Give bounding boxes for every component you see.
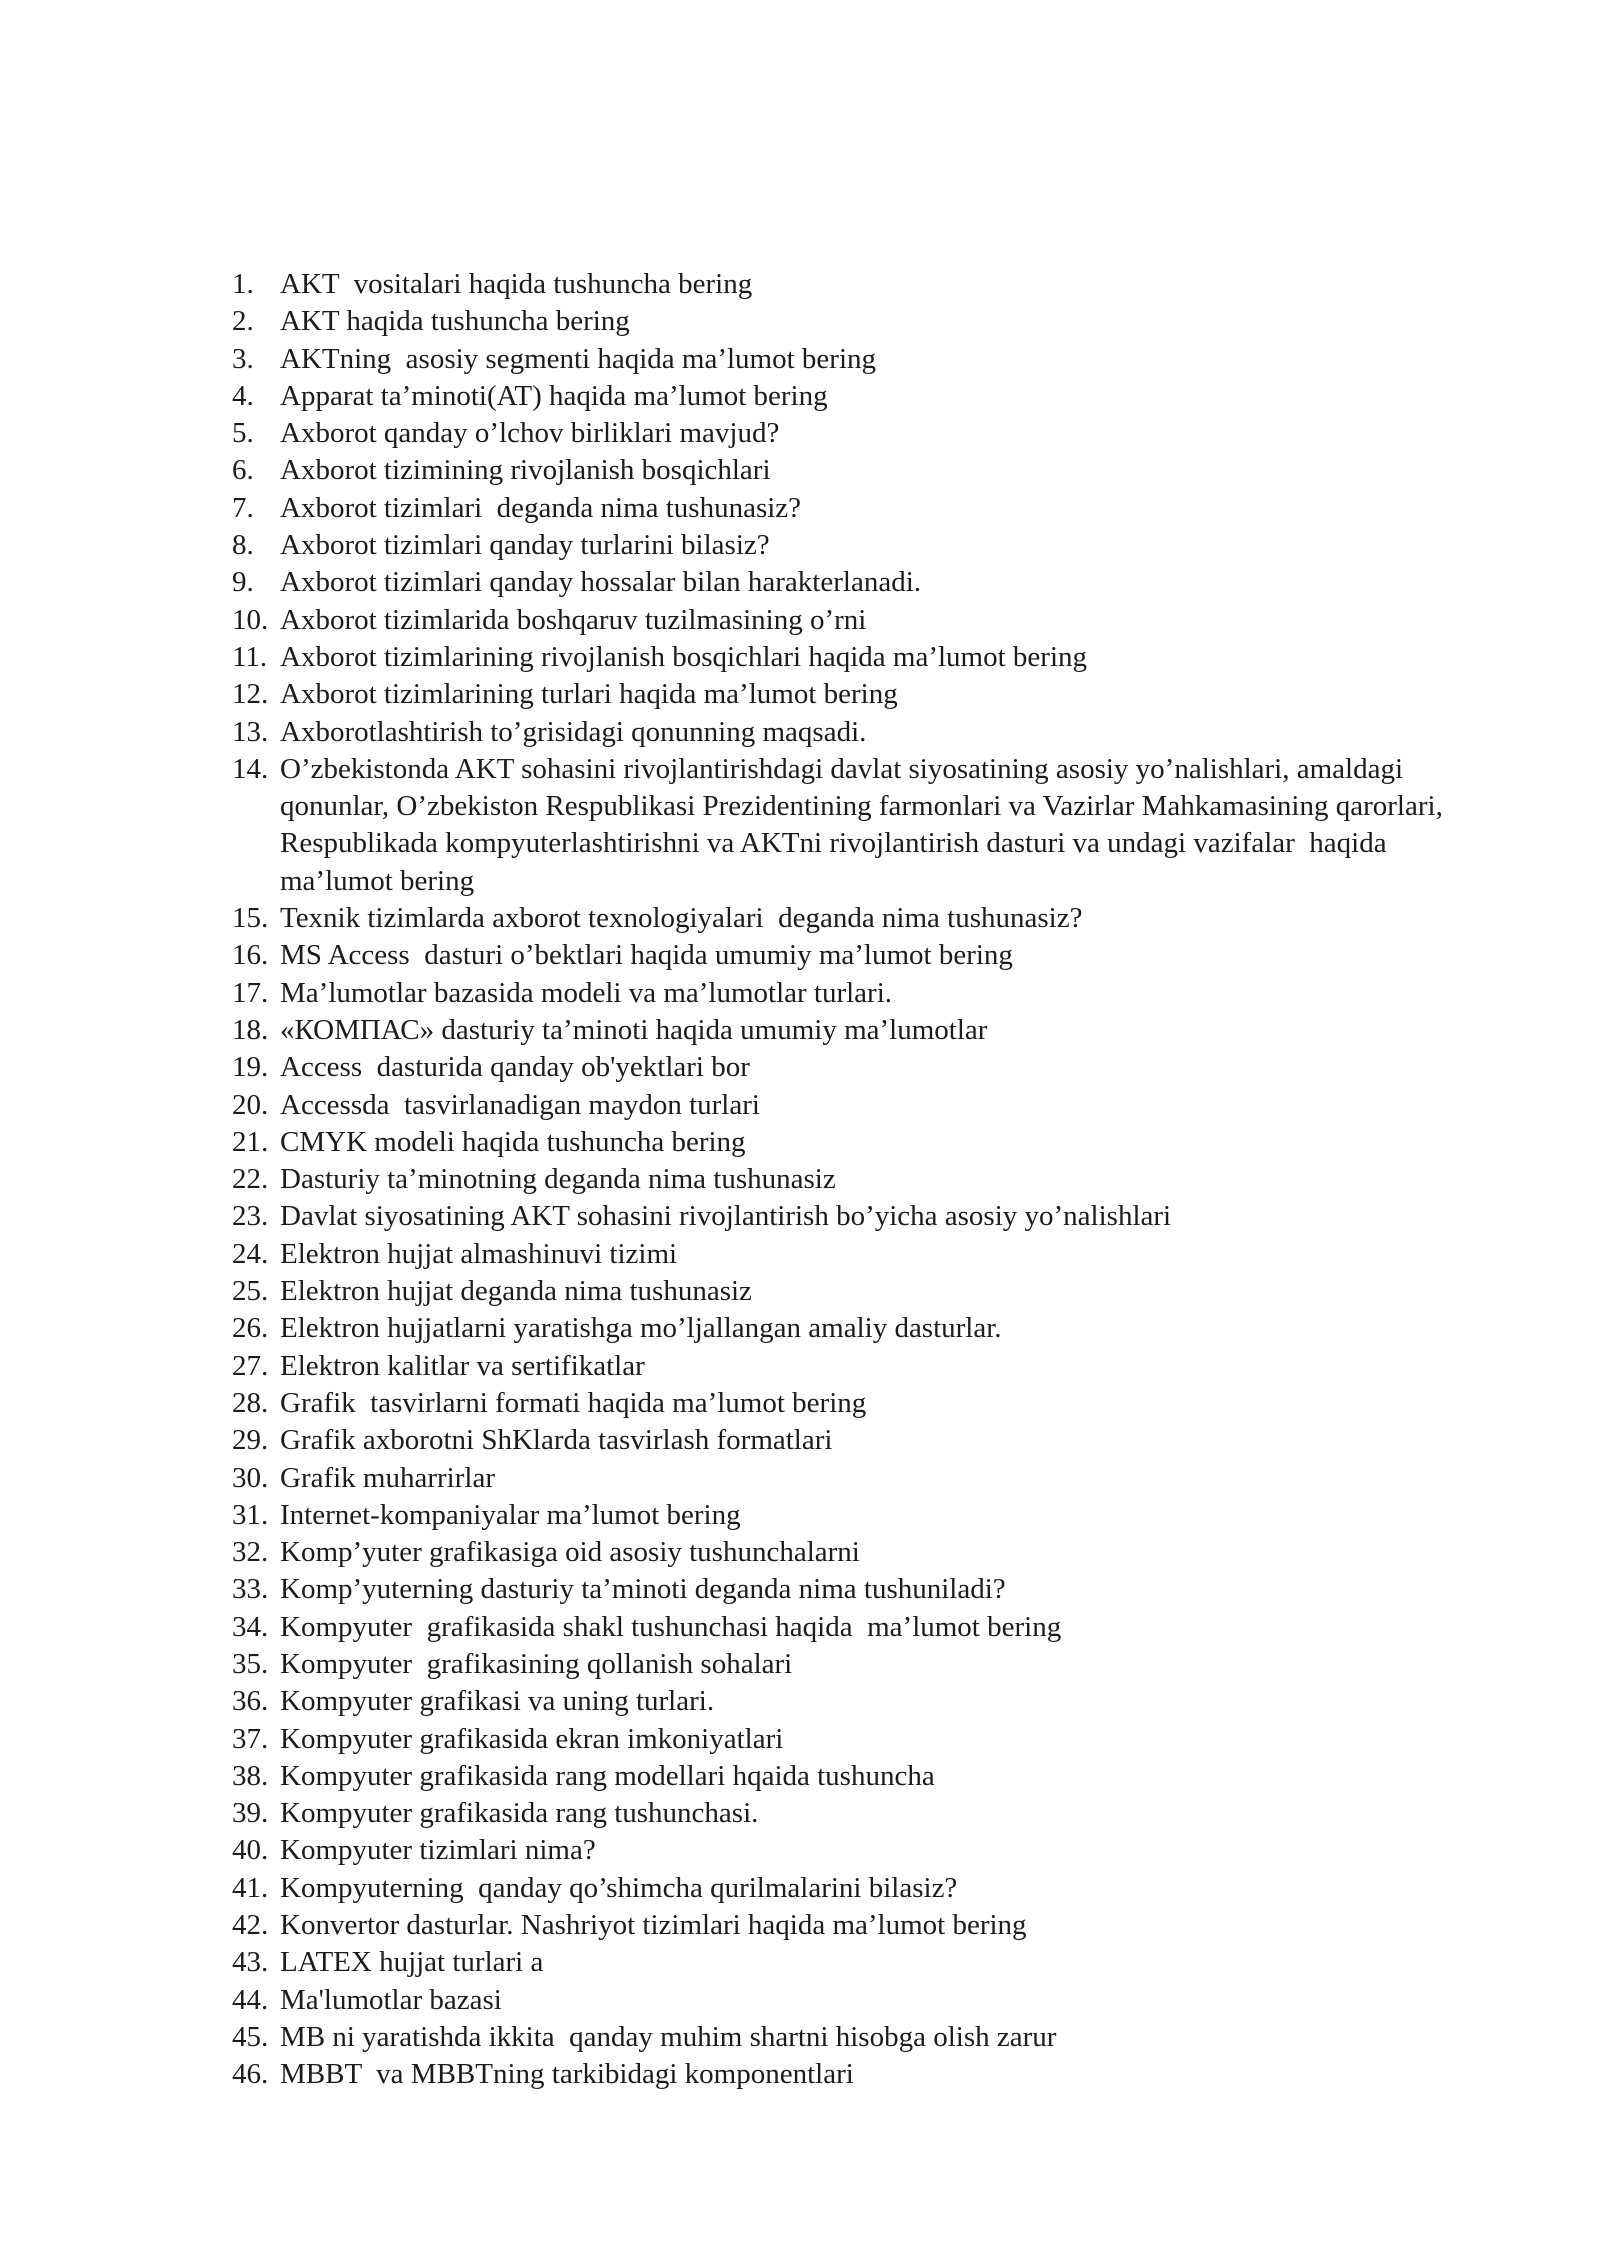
list-item-number: 27. [232,1349,269,1382]
list-item-number: 34. [232,1610,269,1643]
list-item [232,1982,1472,2019]
list-item [232,490,1472,527]
list-item-text: Internet-kompaniyalar ma’lumot bering [280,1498,741,1531]
list-item [232,341,1472,378]
list-item-text: Kompyuter grafikasida rang modellari hqaida tushuncha [280,1759,935,1792]
list-item-number: 22. [232,1163,269,1196]
list-item-text: Kompyuter grafikasida ekran imkoniyatlari [280,1722,784,1755]
list-item [232,1310,1472,1347]
list-item-number: 14. [232,752,269,785]
list-item-text: AKTning asosiy segmenti haqida ma’lumot bering [280,342,877,375]
list-item [232,1198,1472,1235]
list-item-number: 46. [232,2058,269,2091]
list-item [232,1497,1472,1534]
list-item-number: 16. [232,939,269,972]
list-item-number: 35. [232,1647,269,1680]
list-item-text: AKT haqida tushuncha bering [280,305,630,338]
list-item [232,1460,1472,1497]
list-item-number: 21. [232,1125,269,1158]
list-item-number: 31. [232,1498,269,1531]
list-item-text: Access dasturida qanday ob'yektlari bor [280,1051,750,1084]
list-item-text: Axborot tizimining rivojlanish bosqichlari [280,454,771,487]
list-item-text: Elektron hujjat almashinuvi tizimi [280,1237,678,1270]
list-item [232,1571,1472,1608]
list-item-number: 41. [232,1871,269,1904]
list-item [232,1758,1472,1795]
list-item [232,1273,1472,1310]
list-item-number: 23. [232,1200,269,1233]
list-item [232,1944,1472,1981]
list-item-text: CMYK modeli haqida tushuncha bering [280,1125,746,1158]
list-item-text: Davlat siyosatining AKT sohasini rivojlantirish bo’yicha asosiy yo’nalishlari [280,1200,1172,1233]
list-item-text: Axborot tizimlarining turlari haqida ma’lumot bering [280,678,898,711]
list-item-text: Kompyuter grafikasida shakl tushunchasi haqida ma’lumot bering [280,1610,1062,1643]
list-item-text: Axborot qanday o’lchov birliklari mavjud? [280,417,780,450]
list-item [232,937,1472,974]
list-item-text: Axborot tizimlari qanday turlarini bilasiz? [280,529,770,562]
list-item-number: 15. [232,902,269,935]
list-item [232,751,1472,900]
list-item-number: 29. [232,1424,269,1457]
list-item-number: 5. [232,417,254,450]
list-item [232,1049,1472,1086]
list-item-text: Konvertor dasturlar. Nashriyot tizimlari haqida ma’lumot bering [280,1909,1027,1942]
list-item-number: 26. [232,1312,269,1345]
list-item-text: Grafik axborotni ShKlarda tasvirlash formatlari [280,1424,833,1457]
list-item-number: 7. [232,491,254,524]
list-item-number: 17. [232,976,269,1009]
list-item [232,1385,1472,1422]
list-item [232,1683,1472,1720]
list-item-number: 18. [232,1013,269,1046]
list-item-text: MS Access dasturi o’bektlari haqida umumiy ma’lumot bering [280,939,1013,972]
list-item [232,1236,1472,1273]
list-item-number: 3. [232,342,254,375]
list-item-text: Kompyuter grafikasining qollanish sohalari [280,1647,793,1680]
list-item-text: Komp’yuterning dasturiy ta’minoti deganda nima tushuniladi? [280,1573,1006,1606]
list-item [232,639,1472,676]
list-item-text: Axborot tizimlarida boshqaruv tuzilmasining o’rni [280,603,867,636]
list-item-number: 10. [232,603,269,636]
list-item-number: 33. [232,1573,269,1606]
list-item-number: 28. [232,1386,269,1419]
list-item-number: 40. [232,1834,269,1867]
list-item [232,1161,1472,1198]
list-item [232,564,1472,601]
list-item-text: Ma'lumotlar bazasi [280,1983,502,2016]
list-item-text: Grafik muharrirlar [280,1461,495,1494]
list-item-number: 39. [232,1797,269,1830]
list-item [232,2019,1472,2056]
list-item-text: Accessda tasvirlanadigan maydon turlari [280,1088,760,1121]
list-item [232,1348,1472,1385]
list-item [232,1124,1472,1161]
list-item-text: LATEX hujjat turlari a [280,1946,544,1979]
list-item-text: Kompyuterning qanday qo’shimcha qurilmalarini bilasiz? [280,1871,958,1904]
list-item-number: 1. [232,268,254,300]
list-item-number: 45. [232,2020,269,2053]
list-item-number: 2. [232,305,254,338]
list-item [232,1422,1472,1459]
list-item-number: 36. [232,1685,269,1718]
list-item-text: AKT vositalari haqida tushuncha bering [280,268,753,300]
list-item [232,1795,1472,1832]
list-item-text: Apparat ta’minoti(AT) haqida ma’lumot bering [280,379,828,412]
list-item-text: Axborot tizimlari deganda nima tushunasiz? [280,491,802,524]
list-item-text: Axborot tizimlarining rivojlanish bosqichlari haqida ma’lumot bering [280,640,1088,673]
list-item [232,1832,1472,1869]
list-item [232,975,1472,1012]
list-item-number: 38. [232,1759,269,1792]
list-item [232,602,1472,639]
list-item [232,415,1472,452]
list-item [232,900,1472,937]
list-item [232,1646,1472,1683]
list-item [232,1609,1472,1646]
list-item-text: Kompyuter tizimlari nima? [280,1834,596,1867]
list-item-text: Axborot tizimlari qanday hossalar bilan harakterlanadi. [280,566,922,599]
list-item-text: Elektron kalitlar va sertifikatlar [280,1349,645,1382]
list-item-number: 20. [232,1088,269,1121]
list-item-number: 8. [232,529,254,562]
list-item-number: 32. [232,1536,269,1569]
list-item [232,378,1472,415]
question-list [232,266,1472,2094]
list-item-text: MB ni yaratishda ikkita qanday muhim shartni hisobga olish zarur [280,2020,1057,2053]
list-item-text: Ma’lumotlar bazasida modeli va ma’lumotlar turlari. [280,976,893,1009]
list-item-number: 19. [232,1051,269,1084]
list-item [232,527,1472,564]
list-item-number: 4. [232,379,254,412]
list-item-text: Elektron hujjat deganda nima tushunasiz [280,1275,752,1308]
list-item-number: 13. [232,715,269,748]
list-item-text: Elektron hujjatlarni yaratishga mo’ljallangan amaliy dasturlar. [280,1312,1002,1345]
list-item-text: Grafik tasvirlarni formati haqida ma’lumot bering [280,1386,867,1419]
list-item-text: Axborotlashtirish to’grisidagi qonunning maqsadi. [280,715,867,748]
list-item-number: 6. [232,454,254,487]
list-item-number: 25. [232,1275,269,1308]
list-item [232,2056,1472,2093]
list-item-number: 24. [232,1237,269,1270]
list-item-number: 42. [232,1909,269,1942]
list-item-text: Kompyuter grafikasi va uning turlari. [280,1685,715,1718]
list-item [232,1721,1472,1758]
list-item-number: 43. [232,1946,269,1979]
list-item [232,303,1472,340]
list-item-number: 9. [232,566,254,599]
list-item-text: Texnik tizimlarda axborot texnologiyalari deganda nima tushunasiz? [280,902,1083,935]
list-item [232,1012,1472,1049]
list-item [232,1534,1472,1571]
list-item-text: Komp’yuter grafikasiga oid asosiy tushunchalarni [280,1536,860,1569]
list-item [232,714,1472,751]
list-item-number: 30. [232,1461,269,1494]
list-item [232,266,1472,303]
list-item-number: 11. [232,640,268,673]
list-item-text: MBBT va MBBTning tarkibidagi komponentlari [280,2058,854,2091]
list-item-text: O’zbekistonda AKT sohasini rivojlantirishdagi davlat siyosatining asosiy yo’nalishlari, amaldagi qonunlar, O’zbekiston Respublikasi Prezidentining farmonlari va Vazirlar Mahkamasining qarorlari, Respublikada kompyuterlashtirishni va AKTni rivojlantirish dasturi va undagi vazifalar haqida ma’lumot bering [280,752,1451,897]
list-item-number: 37. [232,1722,269,1755]
list-item [232,1907,1472,1944]
list-item [232,452,1472,489]
list-item-number: 44. [232,1983,269,2016]
list-item-number: 12. [232,678,269,711]
list-item-text: «КОМПАС» dasturiy ta’minoti haqida umumiy ma’lumotlar [280,1013,988,1046]
list-item [232,1087,1472,1124]
list-item [232,676,1472,713]
list-item-text: Kompyuter grafikasida rang tushunchasi. [280,1797,759,1830]
list-item-text: Dasturiy ta’minotning deganda nima tushunasiz [280,1163,836,1196]
list-item [232,1870,1472,1907]
